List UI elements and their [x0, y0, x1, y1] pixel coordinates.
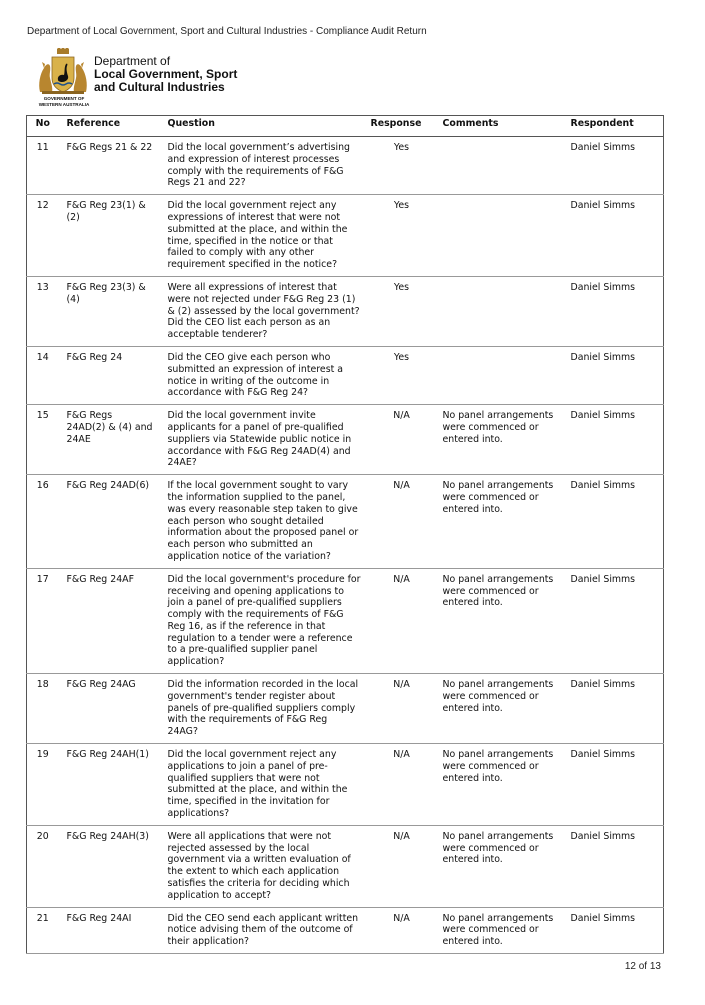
cell-respondent: Daniel Simms: [563, 475, 664, 569]
table-row: [27, 674, 664, 744]
cell-respondent: Daniel Simms: [563, 907, 664, 953]
cell-response: Yes: [367, 195, 435, 277]
cell-comments: No panel arrangements were commenced or entered into.: [435, 907, 563, 953]
crest-caption: [32, 96, 96, 107]
compliance-audit-table: [26, 115, 664, 954]
col-header-question: Question: [160, 116, 367, 137]
cell-respondent: Daniel Simms: [563, 568, 664, 673]
table-row: [27, 195, 664, 277]
cell-respondent: Daniel Simms: [563, 825, 664, 907]
table-row: [27, 405, 664, 475]
cell-no: 11: [27, 137, 59, 195]
page-header-title: Department of Local Government, Sport and Cultural Industries - Compliance Audit Return: [27, 26, 427, 37]
cell-comments: No panel arrangements were commenced or entered into.: [435, 744, 563, 826]
cell-no: 19: [27, 744, 59, 826]
department-logo: [32, 48, 252, 110]
col-header-no: No: [27, 116, 59, 137]
cell-no: 17: [27, 568, 59, 673]
cell-reference: F&G Reg 24AF: [59, 568, 160, 673]
cell-respondent: Daniel Simms: [563, 346, 664, 404]
cell-comments: [435, 137, 563, 195]
table-row: [27, 276, 664, 346]
cell-response: Yes: [367, 276, 435, 346]
cell-no: 12: [27, 195, 59, 277]
dept-name-line3: and Cultural Industries: [94, 80, 225, 94]
cell-no: 20: [27, 825, 59, 907]
cell-no: 21: [27, 907, 59, 953]
cell-no: 18: [27, 674, 59, 744]
table-row: [27, 825, 664, 907]
cell-response: N/A: [367, 907, 435, 953]
cell-comments: No panel arrangements were commenced or entered into.: [435, 405, 563, 475]
cell-question: Were all applications that were not rejected assessed by the local government via a written evaluation of the extent to which each application satisfies the criteria for deciding which application to accept?: [160, 825, 367, 907]
cell-comments: [435, 346, 563, 404]
cell-comments: [435, 195, 563, 277]
cell-response: N/A: [367, 475, 435, 569]
cell-reference: F&G Reg 23(1) & (2): [59, 195, 160, 277]
table-row: [27, 475, 664, 569]
cell-respondent: Daniel Simms: [563, 405, 664, 475]
cell-response: N/A: [367, 674, 435, 744]
cell-reference: F&G Reg 24AH(3): [59, 825, 160, 907]
cell-respondent: Daniel Simms: [563, 195, 664, 277]
cell-comments: [435, 276, 563, 346]
table-header-row: [27, 116, 664, 137]
table-row: [27, 568, 664, 673]
cell-respondent: Daniel Simms: [563, 744, 664, 826]
cell-reference: F&G Reg 24AI: [59, 907, 160, 953]
cell-response: N/A: [367, 825, 435, 907]
cell-question: Were all expressions of interest that were not rejected under F&G Reg 23 (1) & (2) assessed by the local government? Did the CEO list each person as an acceptable tenderer?: [160, 276, 367, 346]
cell-question: Did the CEO send each applicant written notice advising them of the outcome of their application?: [160, 907, 367, 953]
cell-reference: F&G Reg 24AG: [59, 674, 160, 744]
cell-response: Yes: [367, 346, 435, 404]
department-name: [94, 55, 237, 94]
cell-comments: No panel arrangements were commenced or entered into.: [435, 475, 563, 569]
cell-question: Did the local government reject any applications to join a panel of pre-qualified suppliers that were not submitted at the place, and within the time, specified in the invitation for applications?: [160, 744, 367, 826]
cell-question: If the local government sought to vary the information supplied to the panel, was every reasonable step taken to give each person who sought detailed information about the proposed panel or each person who submitted an application notice of the variation?: [160, 475, 367, 569]
table-row: [27, 137, 664, 195]
col-header-comments: Comments: [435, 116, 563, 137]
cell-no: 13: [27, 276, 59, 346]
cell-question: Did the local government reject any expressions of interest that were not submitted at the place, and within the time, specified in the notice or that failed to comply with any other requirement specified in the notice?: [160, 195, 367, 277]
cell-respondent: Daniel Simms: [563, 276, 664, 346]
cell-no: 15: [27, 405, 59, 475]
dept-name-line2: Local Government, Sport: [94, 67, 238, 81]
cell-question: Did the local government's procedure for receiving and opening applications to join a panel of pre-qualified suppliers comply with the requirements of F&G Reg 16, as if the reference in that regulation to a tender were a reference to a pre-qualified supplier panel application?: [160, 568, 367, 673]
crest-caption-line1: GOVERNMENT OF: [43, 96, 85, 101]
table-row: [27, 907, 664, 953]
cell-reference: F&G Reg 24AD(6): [59, 475, 160, 569]
cell-comments: No panel arrangements were commenced or entered into.: [435, 568, 563, 673]
cell-response: N/A: [367, 568, 435, 673]
cell-no: 16: [27, 475, 59, 569]
cell-response: N/A: [367, 405, 435, 475]
crest-caption-line2: WESTERN AUSTRALIA: [38, 101, 90, 107]
cell-comments: No panel arrangements were commenced or entered into.: [435, 825, 563, 907]
cell-response: N/A: [367, 744, 435, 826]
cell-reference: F&G Regs 24AD(2) & (4) and 24AE: [59, 405, 160, 475]
col-header-reference: Reference: [59, 116, 160, 137]
cell-reference: F&G Reg 23(3) & (4): [59, 276, 160, 346]
cell-question: Did the local government invite applicants for a panel of pre-qualified suppliers via Statewide public notice in accordance with F&G Reg 24AD(4) and 24AE?: [160, 405, 367, 475]
col-header-response: Response: [367, 116, 435, 137]
cell-reference: F&G Reg 24: [59, 346, 160, 404]
cell-response: Yes: [367, 137, 435, 195]
cell-respondent: Daniel Simms: [563, 137, 664, 195]
col-header-respondent: Respondent: [563, 116, 664, 137]
cell-respondent: Daniel Simms: [563, 674, 664, 744]
cell-no: 14: [27, 346, 59, 404]
cell-question: Did the information recorded in the local government's tender register about panels of pre-qualified suppliers comply with the requirements of F&G Reg 24AG?: [160, 674, 367, 744]
table-row: [27, 346, 664, 404]
cell-question: Did the local government’s advertising and expression of interest processes comply with the requirements of F&G Regs 21 and 22?: [160, 137, 367, 195]
dept-name-line1: Department of: [94, 54, 171, 68]
cell-reference: F&G Reg 24AH(1): [59, 744, 160, 826]
cell-reference: F&G Regs 21 & 22: [59, 137, 160, 195]
table-row: [27, 744, 664, 826]
page-number: 12 of 13: [624, 961, 661, 972]
cell-question: Did the CEO give each person who submitted an expression of interest a notice in writing of the outcome in accordance with F&G Reg 24?: [160, 346, 367, 404]
cell-comments: No panel arrangements were commenced or entered into.: [435, 674, 563, 744]
